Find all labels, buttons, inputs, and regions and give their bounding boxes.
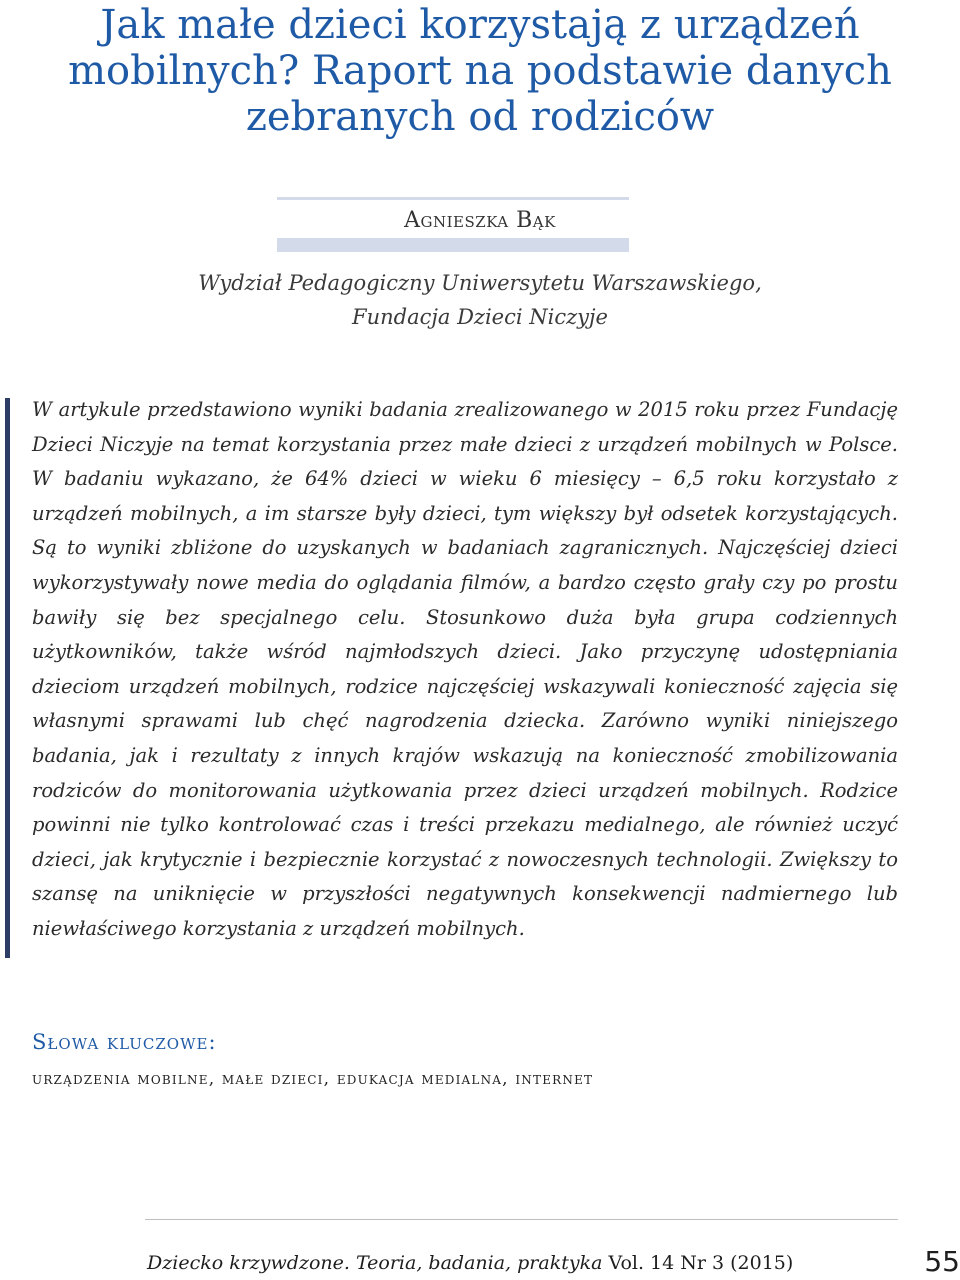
footer-journal-name: Dziecko krzywdzone. Teoria, badania, praktyka: [147, 1252, 603, 1274]
author-rule-bottom: [277, 238, 629, 252]
keywords-list: urządzenia mobilne, małe dzieci, edukacja medialna, internet: [32, 1069, 594, 1089]
affiliation-line-1: Wydział Pedagogiczny Uniwersytetu Warszawskiego,: [198, 271, 762, 295]
abstract-text: W artykule przedstawiono wyniki badania zrealizowanego w 2015 roku przez Fundację Dzieci Niczyje na temat korzystania przez małe dzieci z urządzeń mobilnych w Polsce. W badaniu wykazano, że 64% dzieci w wieku 6 miesięcy – 6,5 roku korzystało z urządzeń mobilnych, a im starsze były dzieci, tym większy był odsetek korzystających. Są to wyniki zbliżone do uzyskanych w badaniach zagranicznych. Najczęściej dzieci wykorzystywały nowe media do oglądania filmów, a bardzo często grały czy po prostu bawiły się bez specjalnego celu. Stosunkowo duża była grupa codziennych użytkowników, także wśród najmłodszych dzieci. Jako przyczynę udostępniania dzieciom urządzeń mobilnych, rodzice najczęściej wskazywali konieczność zajęcia się własnymi sprawami lub chęć nagrodzenia dziecka. Zarówno wyniki niniejszego badania, jak i rezultaty z innych krajów wskazują na konieczność zmobilizowania rodziców do monitorowania użytkowania przez dzieci urządzeń mobilnych. Rodzice powinni nie tylko kontrolować czas i treści przekazu medialnego, ale również uczyć dzieci, jak krytycznie i bezpiecznie korzystać z nowoczesnych technologii. Zwiększy to szansę na uniknięcie w przyszłości negatywnych konsekwencji nadmiernego lub niewłaściwego korzystania z urządzeń mobilnych.: [32, 398, 898, 940]
footer-rule: [145, 1219, 898, 1220]
article-title-line-2: mobilnych? Raport na podstawie danych: [68, 48, 892, 94]
author-name: Agnieszka Bąk: [404, 208, 556, 233]
keywords-label: Słowa kluczowe:: [32, 1030, 217, 1054]
article-title-line-1: Jak małe dzieci korzystają z urządzeń: [100, 2, 860, 48]
footer-volume: Vol. 14 Nr 3 (2015): [608, 1252, 794, 1274]
article-title-line-3: zebranych od rodziców: [245, 94, 715, 140]
author-affiliation: [0, 266, 960, 334]
footer-citation: [147, 1250, 793, 1276]
abstract-side-bar: [5, 398, 10, 958]
page-number: 55: [924, 1245, 960, 1278]
affiliation-line-2: Fundacja Dzieci Niczyje: [352, 305, 608, 329]
article-title: [0, 2, 960, 140]
author-rule-top: [277, 197, 629, 200]
